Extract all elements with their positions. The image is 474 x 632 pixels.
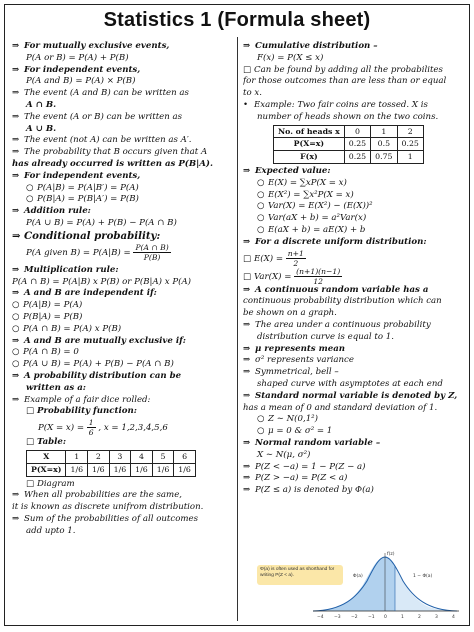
expected-item: ○ E(aX + b) = aE(X) + b bbox=[257, 224, 366, 235]
arrow-icon: ⇒ bbox=[12, 135, 20, 146]
table-cell: 5 bbox=[152, 450, 174, 463]
table-cell: 1/6 bbox=[174, 463, 196, 476]
independent-heading: ⇒ For independent events, bbox=[12, 64, 141, 75]
hollow-circle-icon: ○ bbox=[257, 201, 265, 212]
ab-independent-item: ○ P(B|A) = P(B) bbox=[12, 311, 83, 322]
expected-item: ○ Var(aX + b) = a²Var(x) bbox=[257, 213, 367, 224]
axis-tick-label: −2 bbox=[351, 615, 358, 620]
mu-line: ⇒ μ represents mean bbox=[243, 343, 346, 354]
standard-normal-line: ⇒ Standard normal variable is denoted by Z, bbox=[243, 390, 458, 401]
table-cell: 1 bbox=[66, 450, 88, 463]
table-cell: P(X=x) bbox=[274, 138, 345, 151]
arrow-icon: ⇒ bbox=[243, 355, 251, 366]
phi-label: Φ(a) bbox=[353, 574, 363, 579]
mutually-exclusive-formula: P(A or B) = P(A) + P(B) bbox=[26, 52, 129, 63]
uniform-var-fraction: $\frac{(n+1)(n-1)}{12}$ bbox=[296, 266, 341, 285]
cumulative-desc: for those outcomes than are less than or equal bbox=[243, 76, 447, 87]
axis-tick-label: 3 bbox=[435, 615, 438, 620]
sigma-line: ⇒ σ² represents variance bbox=[243, 355, 354, 366]
diagram-heading: □ Diagram bbox=[26, 478, 75, 489]
arrow-icon: ⇒ bbox=[243, 41, 251, 51]
standard-item: ○ μ = 0 & σ² = 1 bbox=[257, 426, 333, 437]
table-cell: 0.5 bbox=[371, 138, 397, 151]
arrow-icon: ⇒ bbox=[243, 390, 251, 401]
hollow-circle-icon: ○ bbox=[12, 359, 20, 370]
normal-random-heading: ⇒ Normal random variable – bbox=[243, 437, 381, 448]
arrow-icon: ⇒ bbox=[12, 147, 20, 158]
hollow-circle-icon: ○ bbox=[257, 177, 265, 188]
table-cell: 1 bbox=[397, 151, 423, 164]
arrow-icon: ⇒ bbox=[243, 437, 251, 448]
expected-item: ○ Var(X) = E(X²) − (E(X))² bbox=[257, 201, 373, 212]
arrow-icon: ⇒ bbox=[12, 394, 20, 405]
square-icon: □ bbox=[243, 64, 252, 75]
table-heading: □ Table: bbox=[26, 437, 67, 448]
continuous-heading: ⇒ A continuous random variable has a bbox=[243, 284, 429, 295]
page-title: Statistics 1 (Formula sheet) bbox=[103, 9, 371, 31]
table-cell: 1/6 bbox=[66, 463, 88, 476]
uniform-ex-fraction: $\frac{n+1}{2}$ bbox=[287, 248, 304, 267]
table-cell: 1 bbox=[371, 125, 397, 138]
or-event-line: ⇒ The event (A or B) can be written as bbox=[12, 111, 183, 122]
arrow-icon: ⇒ bbox=[12, 206, 20, 217]
table-cell: 1/6 bbox=[88, 463, 110, 476]
dice-example: ⇒ Example of a fair dice rolled: bbox=[12, 394, 151, 405]
hollow-circle-icon: ○ bbox=[257, 426, 265, 437]
cumulative-desc: to x. bbox=[243, 88, 262, 99]
symmetrical-line-cont: shaped curve with asymptotes at each end bbox=[257, 378, 443, 389]
arrow-icon: ⇒ bbox=[12, 229, 21, 242]
arrow-icon: ⇒ bbox=[243, 319, 251, 330]
arrow-icon: ⇒ bbox=[12, 41, 20, 51]
normal-curve-diagram bbox=[253, 549, 467, 623]
ab-exclusive-item: ○ P(A ∪ B) = P(A) + P(B) − P(A ∩ B) bbox=[12, 359, 174, 370]
normal-rule: ⇒ P(Z > −a) = P(Z < a) bbox=[243, 473, 348, 484]
arrow-icon: ⇒ bbox=[12, 288, 20, 299]
arrow-icon: ⇒ bbox=[12, 111, 20, 122]
table-cell: 0.25 bbox=[344, 138, 370, 151]
table-cell: 3 bbox=[109, 450, 131, 463]
coin-table bbox=[273, 125, 424, 164]
arrow-icon: ⇒ bbox=[12, 335, 20, 346]
axis-tick-label: 2 bbox=[418, 615, 421, 620]
table-row bbox=[274, 138, 424, 151]
sum-note-cont: add upto 1. bbox=[26, 525, 76, 536]
expected-item: ○ E(X²) = ∑x²P(X = x) bbox=[257, 189, 354, 200]
arrow-icon: ⇒ bbox=[243, 343, 251, 354]
continuous-desc: be shown on a graph. bbox=[243, 308, 337, 319]
table-cell: X bbox=[27, 450, 66, 463]
ab-independent-heading: ⇒ A and B are independent if: bbox=[12, 288, 157, 299]
probability-distribution-heading-cont: written as a: bbox=[26, 382, 86, 393]
axis-tick-label: −1 bbox=[368, 615, 375, 620]
square-icon: □ bbox=[243, 271, 252, 282]
bell-curve-svg bbox=[253, 549, 467, 623]
hollow-circle-icon: ○ bbox=[12, 347, 20, 358]
cumulative-heading: ⇒ Cumulative distribution – bbox=[243, 41, 378, 51]
area-line: ⇒ The area under a continuous probability bbox=[243, 319, 431, 330]
multiplication-rule-heading: ⇒ Multiplication rule: bbox=[12, 264, 119, 275]
cumulative-desc: □ Can be found by adding all the probabilites bbox=[243, 64, 443, 75]
normal-rule: ⇒ P(Z ≤ a) is denoted by Φ(a) bbox=[243, 485, 374, 496]
table-row bbox=[27, 450, 196, 463]
uniform-note-cont: it is known as discrete unifrom distribution. bbox=[12, 502, 204, 513]
arrow-icon: ⇒ bbox=[12, 513, 20, 524]
uniform-heading: ⇒ For a discrete uniform distribution: bbox=[243, 236, 427, 247]
normal-random-formula: X ∼ N(μ, σ²) bbox=[257, 449, 311, 460]
right-column bbox=[243, 41, 465, 497]
conditional-probability-heading: ⇒ Conditional probability: bbox=[12, 229, 161, 242]
formula-sheet bbox=[4, 4, 470, 626]
not-event-line: ⇒ The event (not A) can be written as A′. bbox=[12, 135, 192, 146]
and-event-line: ⇒ The event (A and B) can be written as bbox=[12, 88, 189, 99]
ab-exclusive-heading: ⇒ A and B are mutually exclusive if: bbox=[12, 335, 186, 346]
arrow-icon: ⇒ bbox=[243, 284, 251, 295]
arrow-icon: ⇒ bbox=[12, 170, 20, 181]
normal-rule: ⇒ P(Z < −a) = 1 − P(Z − a) bbox=[243, 461, 366, 472]
table-cell: 0.25 bbox=[397, 138, 423, 151]
square-icon: □ bbox=[243, 253, 252, 264]
standard-normal-line-cont: has a mean of 0 and standard deviation of 1. bbox=[243, 402, 438, 413]
independent-item: ○ P(A|B) = P(A|B′) = P(A) bbox=[26, 182, 139, 193]
hollow-circle-icon: ○ bbox=[257, 224, 265, 235]
probability-function-heading: □ Probability function: bbox=[26, 406, 137, 417]
square-icon: □ bbox=[26, 478, 35, 489]
table-cell: 1/6 bbox=[131, 463, 153, 476]
table-cell: 0.75 bbox=[371, 151, 397, 164]
arrow-icon: ⇒ bbox=[12, 64, 20, 75]
or-event-notation: A ∪ B. bbox=[26, 123, 57, 134]
arrow-icon: ⇒ bbox=[243, 485, 251, 496]
shaded-area-phi bbox=[323, 557, 395, 611]
table-cell: P(X=x) bbox=[27, 463, 66, 476]
conditional-definition-cont: has already occurred is written as P(B|A). bbox=[12, 158, 213, 169]
hollow-circle-icon: ○ bbox=[257, 213, 265, 224]
table-row bbox=[274, 151, 424, 164]
mutually-exclusive-heading: ⇒ For mutually exclusive events, bbox=[12, 41, 170, 51]
uniform-note: ⇒ When all probabilities are the same, bbox=[12, 490, 183, 501]
dice-table bbox=[26, 450, 196, 477]
conditional-fraction: $\frac{P(A \cap B)}{P(B)}$ bbox=[135, 242, 169, 262]
table-cell: 0 bbox=[344, 125, 370, 138]
symmetrical-line: ⇒ Symmetrical, bell – bbox=[243, 367, 339, 378]
arrow-icon: ⇒ bbox=[243, 367, 251, 378]
arrow-icon: ⇒ bbox=[243, 236, 251, 247]
arrow-icon: ⇒ bbox=[243, 165, 251, 176]
hollow-circle-icon: ○ bbox=[257, 189, 265, 200]
table-cell: F(x) bbox=[274, 151, 345, 164]
dice-table-wrap bbox=[12, 450, 234, 477]
independent-heading-2: ⇒ For independent events, bbox=[12, 170, 141, 181]
ab-exclusive-item: ○ P(A ∩ B) = 0 bbox=[12, 347, 79, 358]
multiplication-rule-formula: P(A ∩ B) = P(A|B) x P(B) or P(B|A) x P(A) bbox=[12, 276, 192, 287]
uniform-variance: □ Var(X) = $\frac{(n+1)(n-1)}{12}$ bbox=[243, 266, 341, 285]
arrow-icon: ⇒ bbox=[12, 490, 20, 501]
arrow-icon: ⇒ bbox=[12, 88, 20, 99]
expected-item: ○ E(X) = ∑xP(X = x) bbox=[257, 177, 347, 188]
arrow-icon: ⇒ bbox=[12, 264, 20, 275]
cumulative-formula: F(x) = P(X ≤ x) bbox=[257, 52, 324, 63]
table-row bbox=[274, 125, 424, 138]
table-row bbox=[27, 463, 196, 476]
left-column bbox=[12, 41, 234, 537]
axis-tick-label: 0 bbox=[384, 615, 387, 620]
complement-label: 1 − Φ(a) bbox=[413, 574, 433, 579]
axis-tick-label: −4 bbox=[317, 615, 324, 620]
independent-item: ○ P(B|A) = P(B|A′) = P(B) bbox=[26, 194, 139, 205]
addition-rule-heading: ⇒ Addition rule: bbox=[12, 206, 91, 217]
column-divider bbox=[237, 37, 238, 621]
hollow-circle-icon: ○ bbox=[12, 300, 20, 311]
square-icon: □ bbox=[26, 406, 35, 417]
arrow-icon: ⇒ bbox=[12, 370, 20, 381]
table-cell: 1/6 bbox=[152, 463, 174, 476]
one-sixth-fraction: $\frac{1}{6}$ bbox=[88, 418, 94, 438]
bullet-icon: • bbox=[243, 99, 249, 110]
table-cell: 0.25 bbox=[344, 151, 370, 164]
axis-tick-label: −3 bbox=[334, 615, 341, 620]
table-cell: 4 bbox=[131, 450, 153, 463]
table-cell: 2 bbox=[397, 125, 423, 138]
axis-tick-label: 1 bbox=[401, 615, 404, 620]
sum-note: ⇒ Sum of the probabilities of all outcomes bbox=[12, 513, 199, 524]
standard-item: ○ Z ∼ N(0,1²) bbox=[257, 414, 318, 425]
hollow-circle-icon: ○ bbox=[12, 323, 20, 334]
continuous-desc: continuous probability distribution which can bbox=[243, 296, 442, 307]
ab-independent-item: ○ P(A|B) = P(A) bbox=[12, 300, 83, 311]
hollow-circle-icon: ○ bbox=[26, 182, 34, 193]
conditional-probability-formula: P(A given B) = P(A|B) = $\frac{P(A \cap B)}{P(B)}$ bbox=[26, 242, 169, 262]
coin-example-cont: number of heads shown on the two coins. bbox=[257, 111, 439, 122]
coin-example: • Example: Two fair coins are tossed. X is bbox=[243, 99, 428, 110]
fz-label: f(z) bbox=[387, 552, 395, 557]
table-cell: 6 bbox=[174, 450, 196, 463]
arrow-icon: ⇒ bbox=[243, 473, 251, 484]
independent-formula: P(A and B) = P(A) × P(B) bbox=[26, 76, 136, 87]
coin-table-wrap bbox=[243, 125, 465, 164]
addition-rule-formula: P(A ∪ B) = P(A) + P(B) − P(A ∩ B) bbox=[26, 217, 177, 228]
hollow-circle-icon: ○ bbox=[257, 414, 265, 425]
table-cell: No. of heads x bbox=[274, 125, 345, 138]
probability-distribution-heading: ⇒ A probability distribution can be bbox=[12, 370, 182, 381]
table-cell: 2 bbox=[88, 450, 110, 463]
ab-independent-item: ○ P(A ∩ B) = P(A) x P(B) bbox=[12, 323, 122, 334]
hollow-circle-icon: ○ bbox=[26, 194, 34, 205]
expected-value-heading: ⇒ Expected value: bbox=[243, 165, 331, 176]
phi-shorthand-note: Φ(a) is often used as shorthand for writing P(Z < a). bbox=[257, 565, 343, 585]
axis-tick-label: 4 bbox=[452, 615, 455, 620]
square-icon: □ bbox=[26, 437, 35, 448]
uniform-expectation: □ E(X) = $\frac{n+1}{2}$ bbox=[243, 248, 304, 267]
and-event-notation: A ∩ B. bbox=[26, 99, 57, 110]
conditional-definition: ⇒ The probability that B occurs given that A bbox=[12, 147, 208, 158]
table-cell: 1/6 bbox=[109, 463, 131, 476]
hollow-circle-icon: ○ bbox=[12, 311, 20, 322]
probability-function-formula: P(X = x) = $\frac{1}{6}$ , x = 1,2,3,4,5,6 bbox=[38, 418, 168, 438]
area-line-cont: distribution curve is equal to 1. bbox=[257, 331, 394, 342]
arrow-icon: ⇒ bbox=[243, 461, 251, 472]
